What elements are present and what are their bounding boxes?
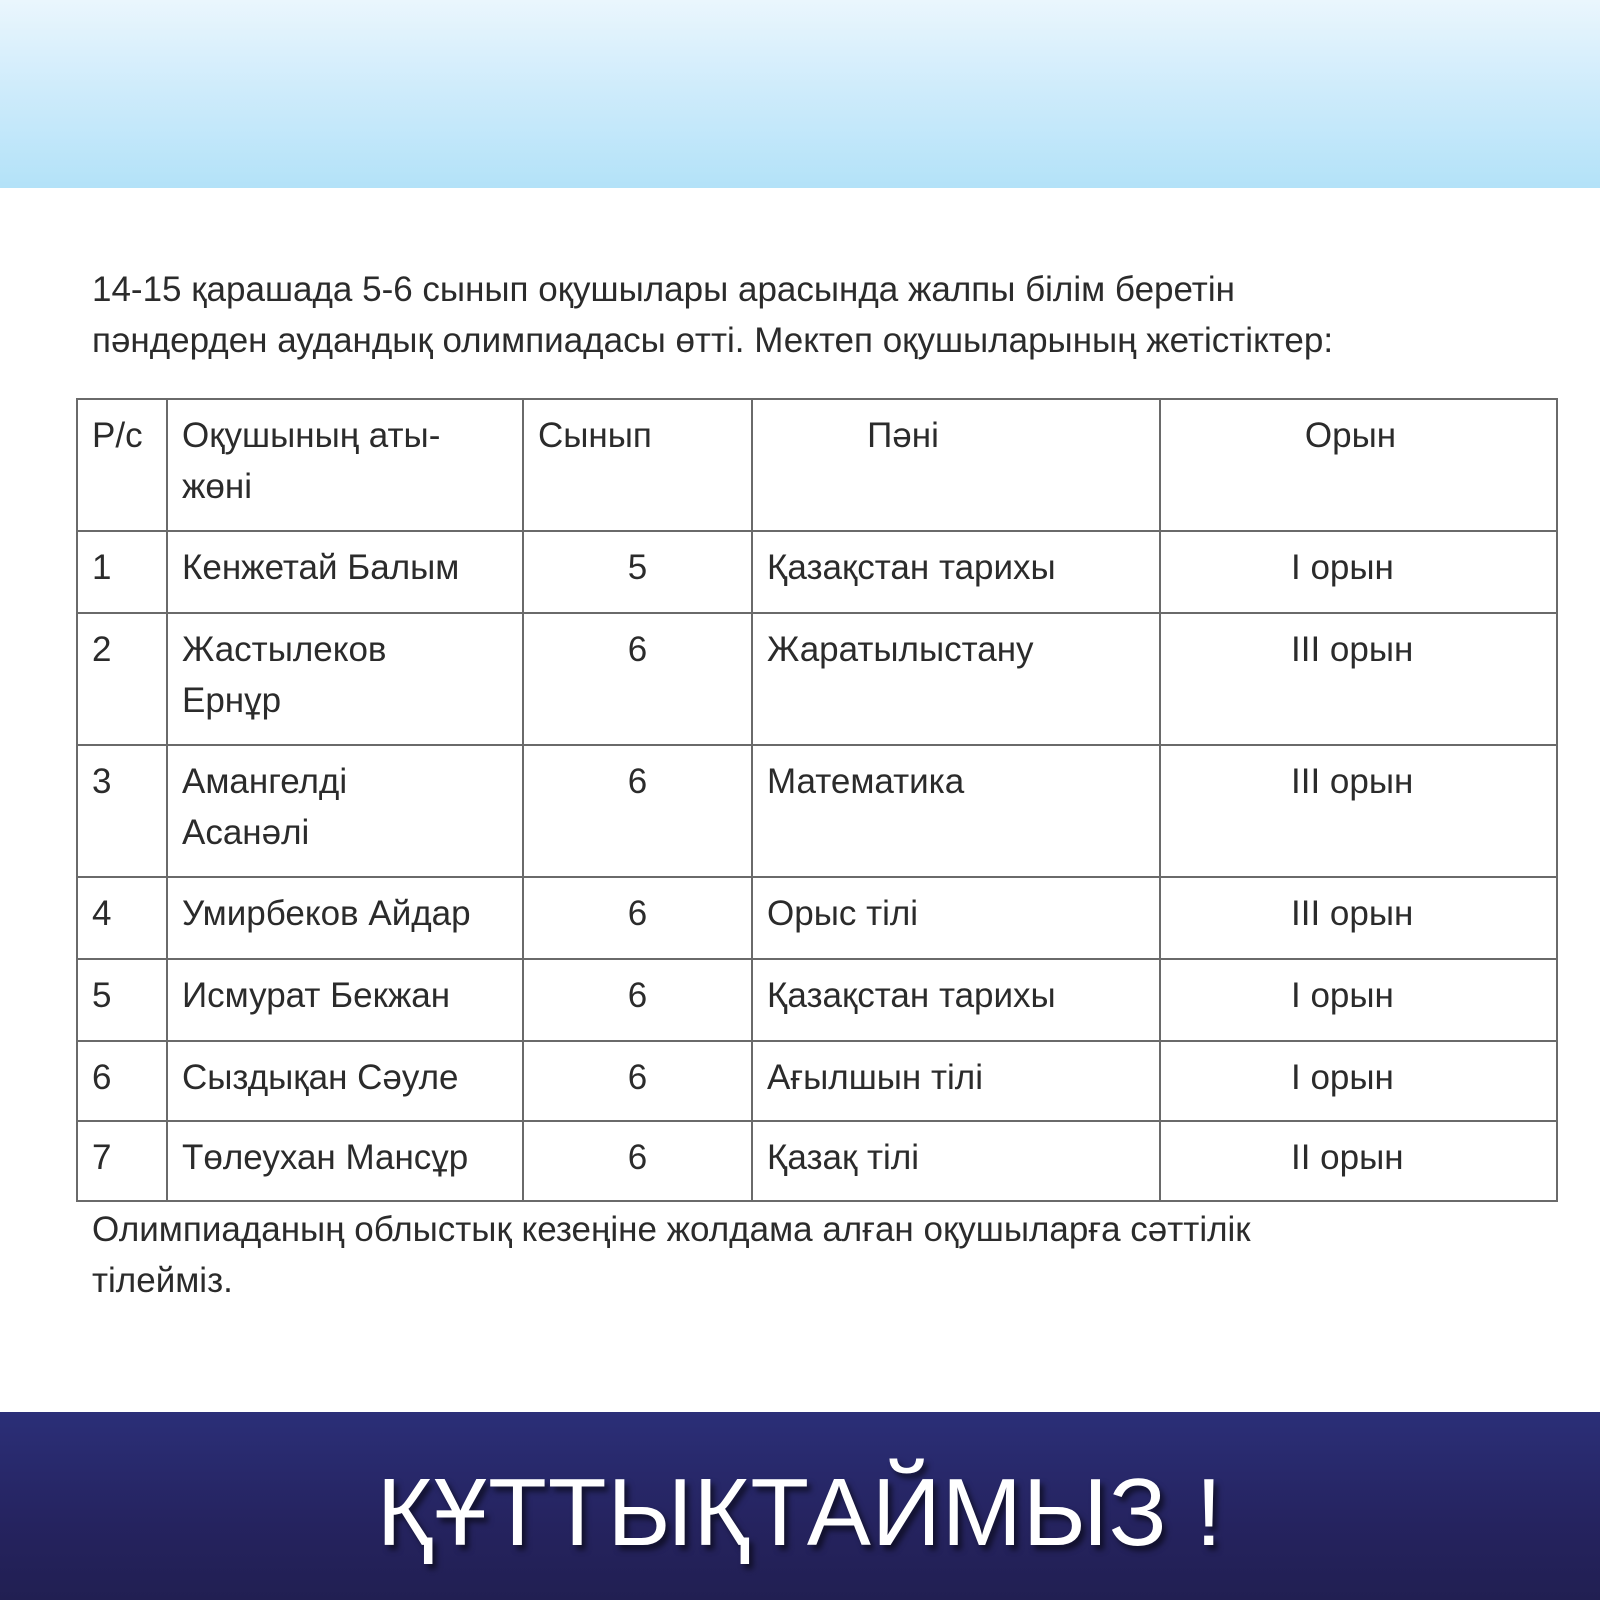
- header-place: Орын: [1160, 399, 1557, 531]
- row-subject: Жаратылыстану: [752, 613, 1160, 745]
- row-name: [167, 1041, 523, 1121]
- row-place: ІІІ орын: [1160, 745, 1557, 877]
- row-name-line-2: Ернұр: [182, 681, 282, 720]
- row-grade: 6: [523, 877, 752, 959]
- header-name-line-2: жөні: [182, 467, 252, 506]
- top-decorative-band: [0, 0, 1600, 188]
- row-name: [167, 613, 523, 745]
- results-table: [76, 398, 1558, 1202]
- header-num: Р/с: [77, 399, 167, 531]
- table-row: [77, 531, 1557, 613]
- row-name: [167, 959, 523, 1041]
- header-name-line-1: Оқушының аты-: [182, 416, 441, 455]
- row-subject: Қазақстан тарихы: [752, 531, 1160, 613]
- table-row: [77, 959, 1557, 1041]
- row-grade: 6: [523, 959, 752, 1041]
- row-subject: Ағылшын тілі: [752, 1041, 1160, 1121]
- intro-line-2: пәндерден аудандық олимпиадасы өтті. Мектеп оқушыларының жетістіктер:: [92, 321, 1334, 360]
- row-name-line-2: Асанәлі: [182, 813, 310, 852]
- row-num: 4: [77, 877, 167, 959]
- row-grade: 6: [523, 1121, 752, 1201]
- row-place: ІІІ орын: [1160, 877, 1557, 959]
- table-row: [77, 745, 1557, 877]
- intro-line-1: 14-15 қарашада 5-6 сынып оқушылары арасында жалпы білім беретін: [92, 270, 1235, 309]
- row-name: [167, 877, 523, 959]
- outro-line-1: Олимпиаданың облыстық кезеңіне жолдама алған оқушыларға сәттілік: [92, 1210, 1251, 1249]
- row-subject: Қазақстан тарихы: [752, 959, 1160, 1041]
- row-name-line-1: Жастылеков: [182, 630, 387, 669]
- row-name-line-1: Амангелді: [182, 762, 348, 801]
- row-name-line-1: Төлеухан Мансұр: [182, 1138, 469, 1177]
- row-num: 2: [77, 613, 167, 745]
- row-name-line-1: Сыздықан Сәуле: [182, 1058, 459, 1097]
- table-header-row: [77, 399, 1557, 531]
- header-name: [167, 399, 523, 531]
- row-grade: 6: [523, 613, 752, 745]
- congratulations-heading: ҚҰТТЫҚТАЙМЫЗ !: [376, 1459, 1224, 1566]
- row-place: І орын: [1160, 959, 1557, 1041]
- row-place: І орын: [1160, 531, 1557, 613]
- row-subject: Математика: [752, 745, 1160, 877]
- row-num: 3: [77, 745, 167, 877]
- row-name-line-1: Исмурат Бекжан: [182, 976, 451, 1015]
- row-subject: Қазақ тілі: [752, 1121, 1160, 1201]
- table-row: [77, 1041, 1557, 1121]
- row-place: ІІІ орын: [1160, 613, 1557, 745]
- row-num: 7: [77, 1121, 167, 1201]
- row-name: [167, 1121, 523, 1201]
- row-name: [167, 531, 523, 613]
- outro-line-2: тілейміз.: [92, 1261, 233, 1300]
- row-num: 1: [77, 531, 167, 613]
- table-row: [77, 613, 1557, 745]
- header-subject: Пәні: [752, 399, 1160, 531]
- row-num: 6: [77, 1041, 167, 1121]
- row-subject: Орыс тілі: [752, 877, 1160, 959]
- row-place: І орын: [1160, 1041, 1557, 1121]
- row-place: ІІ орын: [1160, 1121, 1557, 1201]
- row-grade: 5: [523, 531, 752, 613]
- header-grade: Сынып: [523, 399, 752, 531]
- row-grade: 6: [523, 745, 752, 877]
- row-num: 5: [77, 959, 167, 1041]
- row-grade: 6: [523, 1041, 752, 1121]
- outro-text: [92, 1204, 1552, 1306]
- row-name: [167, 745, 523, 877]
- row-name-line-1: Кенжетай Балым: [182, 548, 460, 587]
- table-row: [77, 877, 1557, 959]
- table-row: [77, 1121, 1557, 1201]
- intro-text: [92, 264, 1572, 366]
- row-name-line-1: Умирбеков Айдар: [182, 894, 471, 933]
